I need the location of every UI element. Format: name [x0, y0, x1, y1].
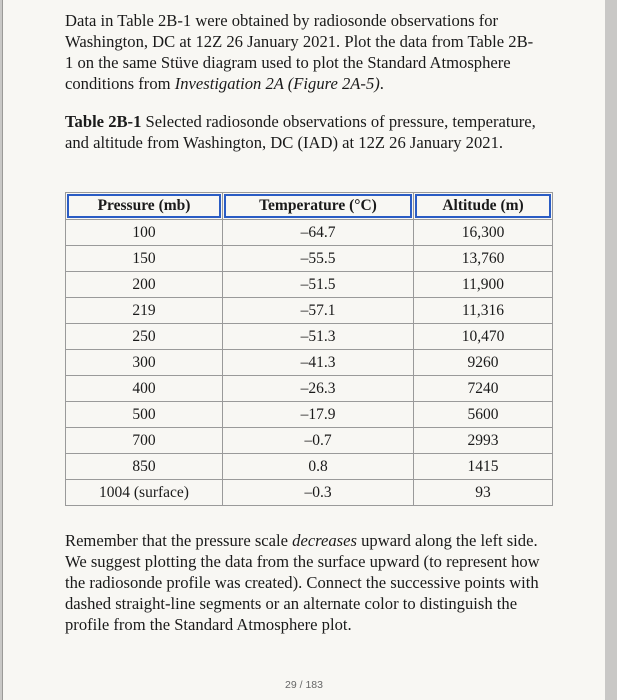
temperature-cell: –64.7 [223, 220, 414, 246]
altitude-cell: 7240 [414, 376, 553, 402]
table-row [66, 298, 553, 324]
temperature-cell: –26.3 [223, 376, 414, 402]
pressure-cell: 200 [66, 272, 223, 298]
figure-reference: Investigation 2A (Figure 2A-5) [174, 74, 380, 93]
altitude-cell: 11,316 [414, 298, 553, 324]
temperature-cell: –55.5 [223, 246, 414, 272]
altitude-cell: 16,300 [414, 220, 553, 246]
temperature-cell: –57.1 [223, 298, 414, 324]
table-caption-label: Table 2B-1 [65, 112, 142, 131]
altitude-cell: 9260 [414, 350, 553, 376]
table-row [66, 402, 553, 428]
table-row [66, 480, 553, 506]
pressure-cell: 100 [66, 220, 223, 246]
header-temperature: Temperature (°C) [223, 193, 414, 220]
pressure-cell: 400 [66, 376, 223, 402]
altitude-cell: 10,470 [414, 324, 553, 350]
table-row [66, 246, 553, 272]
pressure-cell: 150 [66, 246, 223, 272]
altitude-cell: 11,900 [414, 272, 553, 298]
table-row [66, 376, 553, 402]
intro-paragraph: Data in Table 2B-1 were obtained by radiosonde observations for Washington, DC at 12Z 26 January 2021. Plot the data from Table 2B-1 on the same Stüve diagram used to plot the Standard Atmosphere conditions from Investigation 2A (Figure 2A-5). [65, 11, 534, 93]
altitude-cell: 1415 [414, 454, 553, 480]
temperature-cell: –51.5 [223, 272, 414, 298]
header-altitude: Altitude (m) [414, 193, 553, 220]
pressure-cell: 300 [66, 350, 223, 376]
altitude-cell: 93 [414, 480, 553, 506]
document-page [2, 0, 605, 700]
pressure-cell: 700 [66, 428, 223, 454]
table-row [66, 428, 553, 454]
temperature-cell: –51.3 [223, 324, 414, 350]
table-row [66, 272, 553, 298]
temperature-cell: –0.3 [223, 480, 414, 506]
emphasis-decreases: decreases [292, 531, 357, 550]
pressure-cell: 250 [66, 324, 223, 350]
pressure-cell: 500 [66, 402, 223, 428]
radiosonde-table [65, 192, 553, 506]
temperature-cell: –0.7 [223, 428, 414, 454]
table-row [66, 454, 553, 480]
table-caption [65, 111, 540, 153]
table-caption-text: Selected radiosonde observations of pressure, temperature, and altitude from Washington, DC (IAD) at 12Z 26 January 2021. [65, 112, 536, 152]
closing-paragraph: Remember that the pressure scale decreases upward along the left side. We suggest plotting the data from the surface upward (to represent how the radiosonde profile was created). Connect the successive points with dashed straight-line segments or an alternate color to distinguish the profile from the Standard Atmosphere plot. [65, 531, 540, 634]
table-header-row [66, 193, 553, 220]
temperature-cell: 0.8 [223, 454, 414, 480]
pressure-cell: 1004 (surface) [66, 480, 223, 506]
altitude-cell: 13,760 [414, 246, 553, 272]
page-indicator: 29 / 183 [285, 679, 323, 691]
header-pressure: Pressure (mb) [66, 193, 223, 220]
pressure-cell: 219 [66, 298, 223, 324]
pressure-cell: 850 [66, 454, 223, 480]
altitude-cell: 2993 [414, 428, 553, 454]
table-row [66, 324, 553, 350]
table-row [66, 350, 553, 376]
table-row [66, 220, 553, 246]
altitude-cell: 5600 [414, 402, 553, 428]
temperature-cell: –17.9 [223, 402, 414, 428]
temperature-cell: –41.3 [223, 350, 414, 376]
